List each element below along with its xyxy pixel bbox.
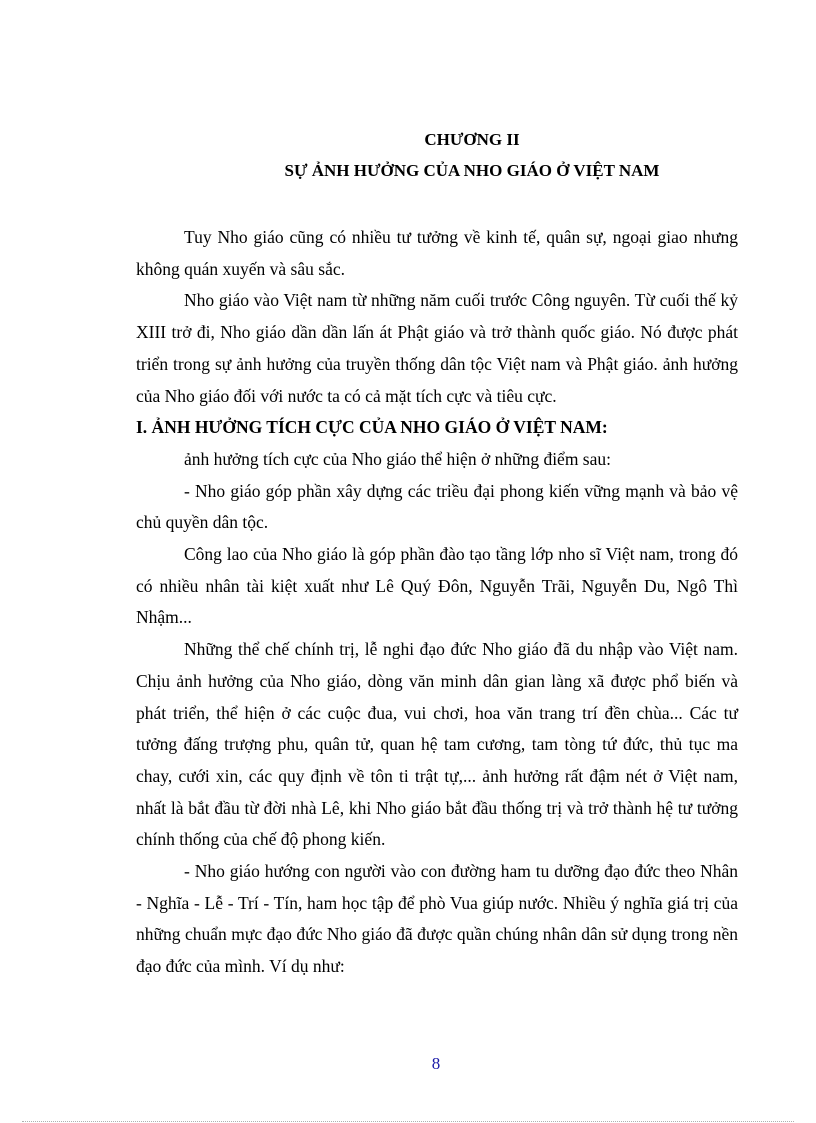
chapter-title: SỰ ẢNH HƯỞNG CỦA NHO GIÁO Ở VIỆT NAM — [284, 161, 660, 180]
paragraph-intro: Tuy Nho giáo cũng có nhiều tư tưởng về kinh tế, quân sự, ngoại giao nhưng không quán xuyến và sâu sắc. — [136, 227, 738, 279]
page-number: 8 — [431, 1054, 441, 1073]
body-text — [136, 222, 738, 983]
paragraph-bullet-ethics: - Nho giáo hướng con người vào con đường ham tu dưỡng đạo đức theo Nhân - Nghĩa - Lễ - Trí - Tín, ham học tập để phò Vua giúp nước. Nhiều ý nghĩa giá trị của những chuẩn mực đạo đức Nho giáo đã được quần chúng nhân dân sử dụng trong nền đạo đức của mình. Ví dụ như: — [136, 861, 738, 977]
section-heading: I. ẢNH HƯỞNG TÍCH CỰC CỦA NHO GIÁO Ở VIỆT NAM: — [136, 417, 608, 438]
chapter-number: CHƯƠNG II — [424, 130, 520, 149]
paragraph-history: Nho giáo vào Việt nam từ những năm cuối trước Công nguyên. Từ cuối thế kỷ XIII trở đi, Nho giáo dần dần lấn át Phật giáo và trở thành quốc giáo. Nó được phát triển trong sự ảnh hưởng của truyền thống dân tộc Việt nam và Phật giáo. ảnh hưởng của Nho giáo đối với nước ta có cả mặt tích cực và tiêu cực. — [136, 290, 738, 406]
paragraph-scholars: Công lao của Nho giáo là góp phần đào tạo tầng lớp nho sĩ Việt nam, trong đó có nhiều nhân tài kiệt xuất như Lê Quý Đôn, Nguyễn Trãi, Nguyễn Du, Ngô Thì Nhậm... — [136, 544, 738, 628]
paragraph-bullet-dynasties: - Nho giáo góp phần xây dựng các triều đại phong kiến vững mạnh và bảo vệ chủ quyền dân tộc. — [136, 480, 738, 533]
page-bottom-divider — [22, 1121, 794, 1122]
paragraph-institutions: Những thể chế chính trị, lễ nghi đạo đức Nho giáo đã du nhập vào Việt nam. Chịu ảnh hưởng của Nho giáo, dòng văn minh dân gian làng xã được phổ biến và phát triển, thể hiện ở các cuộc đua, vui chơi, hoa văn trang trí đền chùa... Các tư tưởng đấng trượng phu, quân tử, quan hệ tam cương, tam tòng tứ đức, thủ tục ma chay, cưới xin, các quy định về tôn ti trật tự,... ảnh hưởng rất đậm nét ở Việt nam, nhất là bắt đầu từ đời nhà Lê, khi Nho giáo bắt đầu thống trị và trở thành hệ tư tưởng chính thống của chế độ phong kiến. — [136, 639, 738, 850]
paragraph-positive-lead: ảnh hưởng tích cực của Nho giáo thể hiện ở những điểm sau: — [184, 448, 611, 469]
